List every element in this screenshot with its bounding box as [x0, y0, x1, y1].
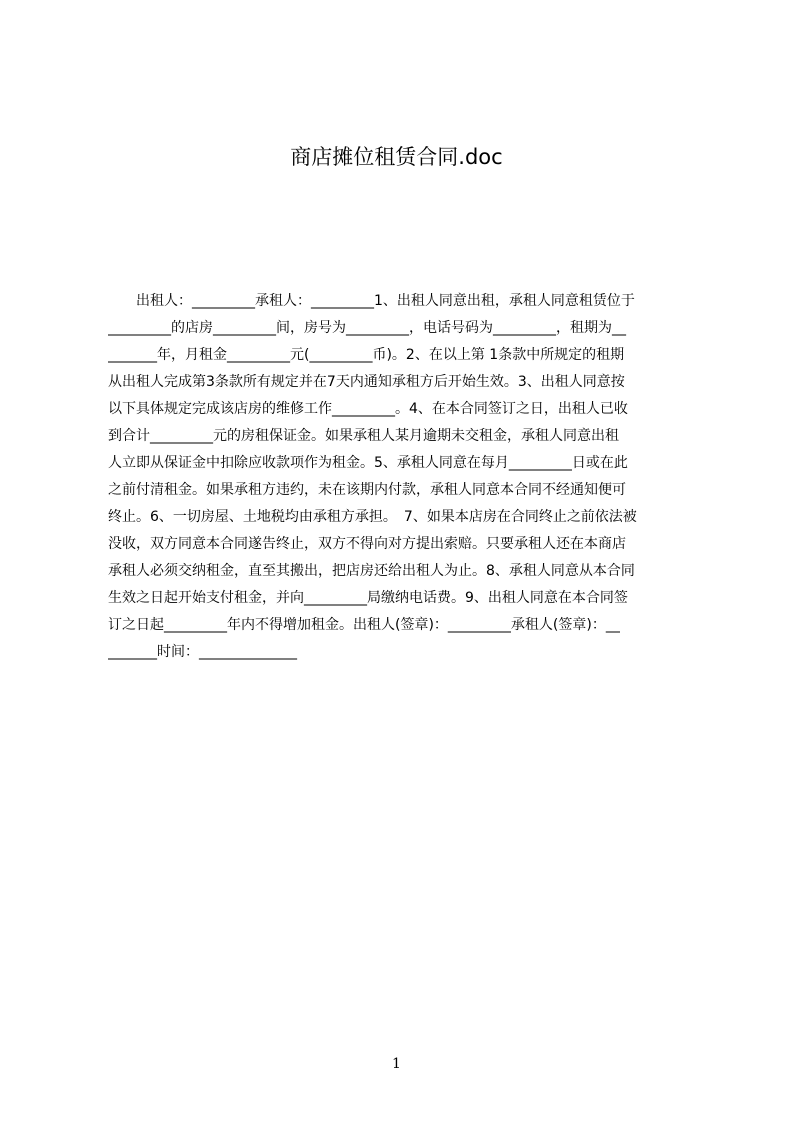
- text-line: 订之日起_________年内不得增加租金。出租人(签章)：_________承租人(签章)：__: [108, 617, 620, 633]
- text-line: 之前付清租金。如果承租方违约，未在该期内付款，承租人同意本合同不经通知便可: [108, 482, 626, 498]
- text-line: 人立即从保证金中扣除应收款项作为租金。5、承租人同意在每月_________日或在此: [108, 455, 628, 471]
- text-line: 到合计_________元的房租保证金。如果承租人某月逾期未交租金，承租人同意出租: [108, 428, 619, 444]
- text-line: 出租人：_________承租人：_________1、出租人同意出租，承租人同意租赁位于: [108, 293, 635, 309]
- contract-body: [108, 288, 698, 668]
- page-number: 1: [392, 1056, 401, 1072]
- text-line: 生效之日起开始支付租金，并向_________局缴纳电话费。9、出租人同意在本合同签: [108, 590, 628, 606]
- text-line: 没收，双方同意本合同遂告终止，双方不得向对方提出索赔。只要承租人还在本商店: [108, 536, 626, 552]
- text-line: 终止。6、一切房屋、土地税均由承租方承担。 7、如果本店房在合同终止之前依法被: [108, 509, 637, 525]
- text-line: 从出租人完成第3条款所有规定并在7天内通知承租方后开始生效。3、出租人同意按: [108, 374, 625, 390]
- text-line: 以下具体规定完成该店房的维修工作_________。4、在本合同签订之日，出租人已收: [108, 401, 628, 417]
- text-line: _______年，月租金_________元(_________币)。2、在以上第 1条款中所规定的租期: [108, 347, 625, 363]
- document-title: 商店摊位租赁合同.doc: [290, 145, 503, 169]
- text-line: _________的店房_________间，房号为_________，电话号码为_________，租期为__: [108, 320, 626, 336]
- text-line: 承租人必须交纳租金，直至其搬出，把店房还给出租人为止。8、承租人同意从本合同: [108, 563, 635, 579]
- text-line: _______时间：______________: [108, 644, 297, 660]
